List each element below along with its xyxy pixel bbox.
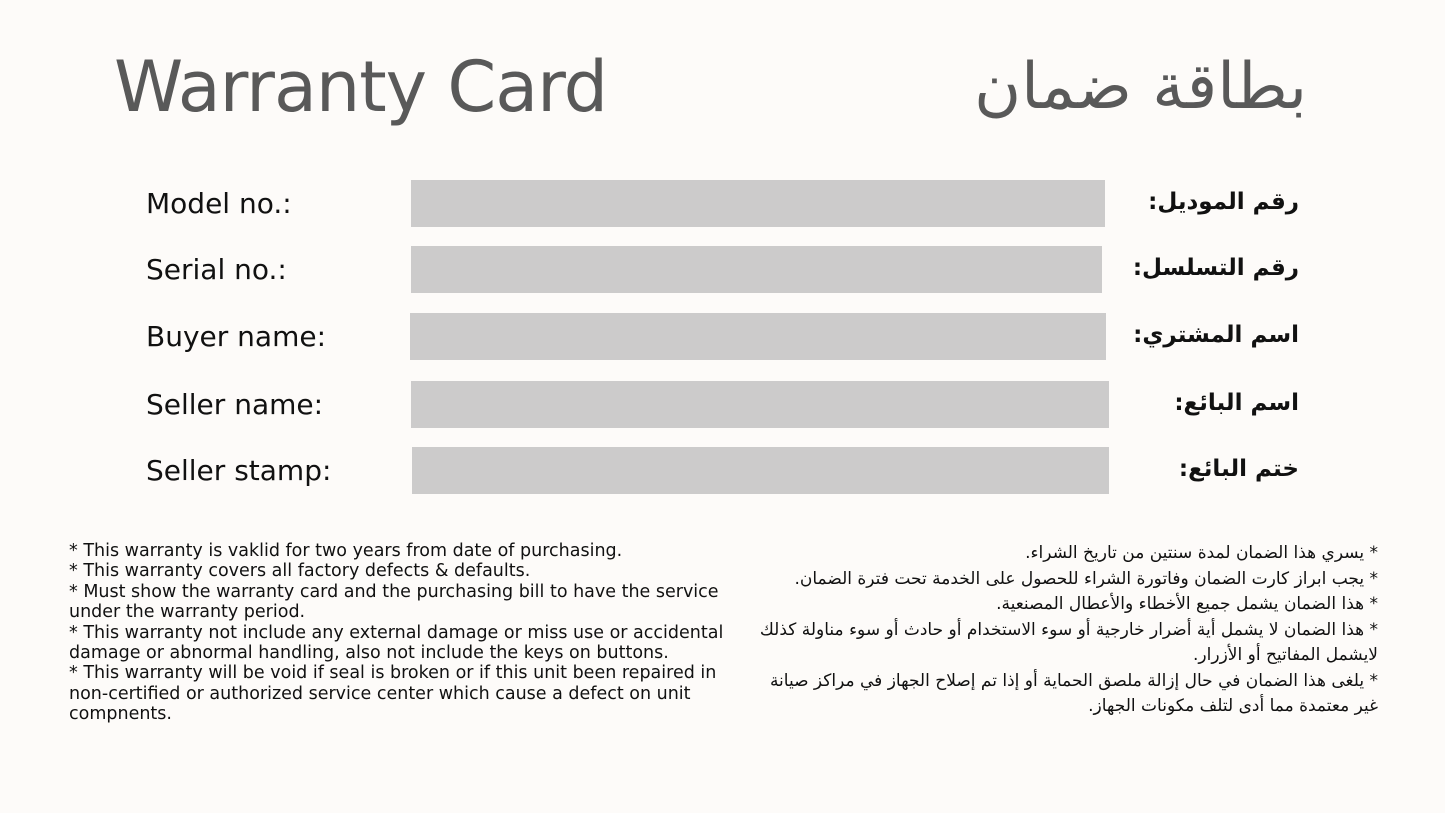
seller-stamp-row bbox=[0, 447, 1445, 494]
seller-name-label-en: Seller name: bbox=[146, 388, 324, 421]
model-number-field[interactable] bbox=[411, 180, 1105, 227]
page-title-arabic: بطاقة ضمان bbox=[974, 50, 1307, 124]
buyer-name-label-ar: اسم المشتري: bbox=[1133, 322, 1299, 348]
buyer-name-row bbox=[0, 313, 1445, 360]
buyer-name-label-en: Buyer name: bbox=[146, 320, 327, 353]
seller-name-row bbox=[0, 381, 1445, 428]
note-ar-item: * يسري هذا الضمان لمدة سنتين من تاريخ الشراء. bbox=[1025, 543, 1378, 563]
note-ar-item: * يجب ابراز كارت الضمان وفاتورة الشراء للحصول على الخدمة تحت فترة الضمان. bbox=[794, 568, 1378, 589]
model-number-label-en: Model no.: bbox=[146, 187, 292, 220]
seller-stamp-field[interactable] bbox=[412, 447, 1109, 494]
note-en-item: * This warranty not include any external damage or miss use or accidental damage or abnormal handling, also not include the keys on buttons. bbox=[69, 622, 724, 664]
warranty-notes-english bbox=[69, 541, 739, 725]
note-ar-item: * هذا الضمان لا يشمل أية أضرار خارجية أو سوء الاستخدام أو حادث أو سوء مناولة كذلك لايشمل المفاتيح أو الأزرار. bbox=[759, 619, 1378, 665]
serial-number-field[interactable] bbox=[411, 246, 1102, 293]
serial-number-label-ar: رقم التسلسل: bbox=[1132, 255, 1299, 281]
serial-number-row bbox=[0, 246, 1445, 293]
note-en-item: * This warranty will be void if seal is broken or if this unit been repaired in non-certified or authorized service center which cause a defect on unit compnents. bbox=[69, 663, 717, 725]
warranty-notes-arabic bbox=[748, 541, 1378, 720]
note-ar-item: * هذا الضمان يشمل جميع الأخطاء والأعطال المصنعية. bbox=[996, 594, 1378, 614]
model-number-label-ar: رقم الموديل: bbox=[1148, 189, 1299, 215]
buyer-name-field[interactable] bbox=[410, 313, 1106, 360]
note-en-item: * This warranty covers all factory defects & defaults. bbox=[69, 561, 531, 582]
note-ar-item: * يلغى هذا الضمان في حال إزالة ملصق الحماية أو إذا تم إصلاح الجهاز في مراكز صيانة غير معتمدة مما أدى لتلف مكونات الجهاز. bbox=[769, 670, 1378, 716]
note-en-item: * Must show the warranty card and the purchasing bill to have the service under the warranty period. bbox=[69, 581, 719, 623]
serial-number-label-en: Serial no.: bbox=[146, 253, 287, 286]
seller-name-label-ar: اسم البائع: bbox=[1174, 390, 1299, 416]
page-title-english: Warranty Card bbox=[114, 46, 608, 128]
seller-stamp-label-en: Seller stamp: bbox=[146, 454, 332, 487]
seller-name-field[interactable] bbox=[411, 381, 1109, 428]
note-en-item: * This warranty is vaklid for two years from date of purchasing. bbox=[69, 541, 623, 561]
model-number-row bbox=[0, 180, 1445, 227]
seller-stamp-label-ar: ختم البائع: bbox=[1178, 456, 1299, 482]
